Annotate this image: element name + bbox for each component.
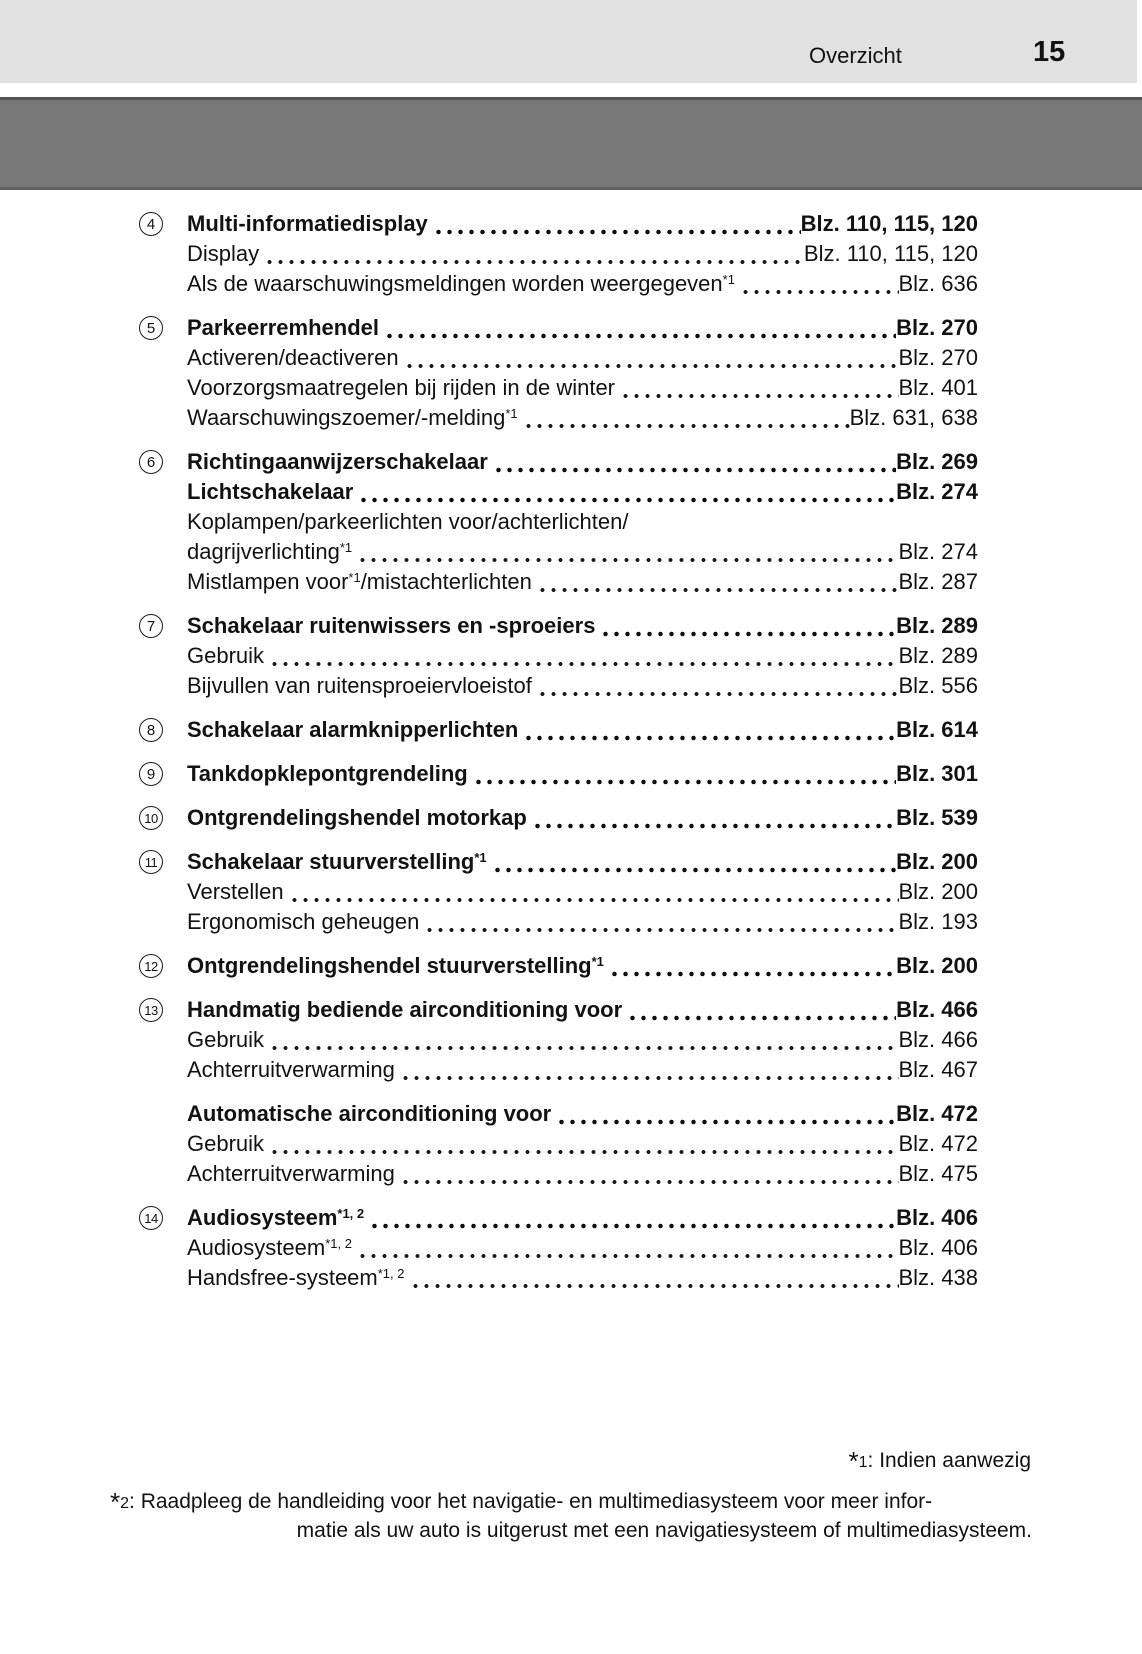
leader-dots (620, 373, 898, 403)
leader-dots (384, 313, 896, 343)
entry-label: Richtingaanwijzerschakelaar (187, 449, 488, 474)
page-header (0, 0, 1137, 83)
footnote-ref: *1 (591, 954, 604, 969)
leader-dots (404, 343, 899, 373)
entry-label: Display (187, 241, 260, 266)
group-entries (187, 995, 978, 1189)
group-entries (187, 951, 978, 981)
page-ref: Blz. 200 (896, 953, 978, 978)
entry-label: Automatische airconditioning voor (187, 1101, 552, 1126)
toc-entry (187, 759, 978, 789)
entry-label: Mistlampen voor$^{*1}$/mistachterlichten (187, 569, 532, 594)
toc-entry (187, 507, 978, 537)
toc-entry (187, 1055, 978, 1085)
entry-label: Gebruik (187, 643, 265, 668)
leader-dots (627, 995, 896, 1025)
entry-label: Gebruik (187, 1027, 265, 1052)
page-ref: Blz. 636 (898, 271, 978, 296)
leader-dots (523, 403, 850, 433)
leader-dots (523, 715, 896, 745)
toc-group (139, 995, 978, 1189)
footnote-ref: *1 (722, 272, 735, 287)
page-ref: Blz. 406 (898, 1235, 978, 1260)
entry-label: Koplampen/parkeerlichten voor/achterlichten/ (187, 509, 629, 534)
toc-entry (187, 1025, 978, 1055)
asterisk-icon: * (110, 1487, 121, 1517)
toc-entry (187, 239, 978, 269)
leader-dots (410, 1263, 899, 1293)
leader-dots (269, 641, 898, 671)
toc-group (139, 611, 978, 701)
toc-entry (187, 951, 978, 981)
group-number-gutter (139, 803, 187, 833)
entry-label: Tankdopklepontgrendeling (187, 761, 468, 786)
circled-number: 8 (139, 718, 163, 742)
entry-label: Waarschuwingszoemer/-melding$^{*1}$ (187, 405, 518, 430)
toc-group (139, 313, 978, 433)
leader-dots (400, 1159, 899, 1189)
page-ref: Blz. 631, 638 (849, 405, 978, 430)
leader-dots (609, 951, 896, 981)
leader-dots (433, 209, 801, 239)
group-entries (187, 803, 978, 833)
toc-entry (187, 995, 978, 1025)
toc-entry (187, 209, 978, 239)
toc-entry (187, 1099, 978, 1129)
entry-label: Activeren/deactiveren (187, 345, 399, 370)
footnote-ref: *1 (474, 850, 487, 865)
page-ref: Blz. 556 (898, 673, 978, 698)
toc-group (139, 447, 978, 597)
page-ref: Blz. 472 (896, 1101, 978, 1126)
footnote-2-text: : Raadpleeg de handleiding voor het navigatie- en multimediasysteem voor meer infor- (129, 1490, 933, 1513)
leader-dots (537, 671, 899, 701)
leader-dots (493, 447, 896, 477)
toc-group (139, 951, 978, 981)
toc-entry (187, 641, 978, 671)
page-ref: Blz. 274 (896, 479, 978, 504)
toc-group (139, 803, 978, 833)
group-entries (187, 759, 978, 789)
toc (139, 209, 978, 1293)
toc-entry (187, 1159, 978, 1189)
toc-group (139, 1203, 978, 1293)
page-ref: Blz. 274 (898, 539, 978, 564)
leader-dots (492, 847, 896, 877)
toc-entry (187, 1233, 978, 1263)
entry-label: Als de waarschuwingsmeldingen worden weergegeven$^{*1}$ (187, 271, 735, 296)
entry-label: Audiosysteem$^{*1, 2}$ (187, 1205, 365, 1230)
page-ref: Blz. 110, 115, 120 (803, 241, 978, 266)
group-number-gutter (139, 847, 187, 937)
group-number-gutter (139, 951, 187, 981)
page-ref: Blz. 200 (898, 879, 978, 904)
group-number-gutter (139, 995, 187, 1189)
footnote-2-marker: *2 (110, 1487, 130, 1517)
page-ref: Blz. 467 (898, 1057, 978, 1082)
toc-entry (187, 373, 978, 403)
footnote-ref: *1, 2 (377, 1266, 405, 1281)
leader-dots (358, 477, 896, 507)
page-ref: Blz. 406 (896, 1205, 978, 1230)
footnote-1 (849, 1446, 1031, 1475)
entry-label: Achterruitverwarming (187, 1057, 395, 1082)
leader-dots (357, 1233, 899, 1263)
toc-entry (187, 1129, 978, 1159)
circled-number: 13 (139, 998, 163, 1022)
entry-label: Ontgrendelingshendel motorkap (187, 805, 527, 830)
circled-number: 9 (139, 762, 163, 786)
circled-number: 12 (139, 954, 163, 978)
entry-label: Parkeerremhendel (187, 315, 379, 340)
circled-number: 11 (139, 850, 163, 874)
leader-dots (532, 803, 896, 833)
entry-label: Ontgrendelingshendel stuurverstelling$^{*1}$ (187, 953, 604, 978)
toc-entry (187, 1263, 978, 1293)
entry-label: Verstellen (187, 879, 284, 904)
section-title: Overzicht (809, 43, 902, 68)
entry-label: Schakelaar ruitenwissers en -sproeiers (187, 613, 596, 638)
entry-label: Ergonomisch geheugen (187, 909, 420, 934)
toc-entry (187, 611, 978, 641)
footnote-ref: *1 (505, 406, 518, 421)
toc-entry (187, 907, 978, 937)
leader-dots (269, 1025, 898, 1055)
group-entries (187, 1203, 978, 1293)
toc-entry (187, 477, 978, 507)
toc-group (139, 759, 978, 789)
page-ref: Blz. 193 (898, 909, 978, 934)
page-ref: Blz. 270 (898, 345, 978, 370)
leader-dots (600, 611, 896, 641)
group-entries (187, 847, 978, 937)
entry-label: Achterruitverwarming (187, 1161, 395, 1186)
entry-label: Gebruik (187, 1131, 265, 1156)
leader-dots (357, 537, 898, 567)
toc-group (139, 715, 978, 745)
group-number-gutter (139, 209, 187, 299)
circled-number: 4 (139, 212, 163, 236)
page-ref: Blz. 301 (896, 761, 978, 786)
page-ref: Blz. 289 (896, 613, 978, 638)
page-ref: Blz. 539 (896, 805, 978, 830)
page-ref: Blz. 289 (898, 643, 978, 668)
page-ref: Blz. 269 (896, 449, 978, 474)
footnote-2 (110, 1487, 1032, 1545)
footnote-ref: *1, 2 (337, 1206, 365, 1221)
toc-entry (187, 447, 978, 477)
entry-label: Schakelaar alarmknipperlichten (187, 717, 519, 742)
toc-entry (187, 403, 978, 433)
page-ref: Blz. 472 (898, 1131, 978, 1156)
toc-entry (187, 803, 978, 833)
leader-dots (269, 1129, 898, 1159)
entry-label: Schakelaar stuurverstelling$^{*1}$ (187, 849, 487, 874)
group-number-gutter (139, 611, 187, 701)
entry-label: Multi-informatiedisplay (187, 211, 428, 236)
toc-entry (187, 313, 978, 343)
footnote-2-line2: matie als uw auto is uitgerust met een navigatiesysteem of multimediasysteem. (296, 1519, 1032, 1542)
toc-entry (187, 715, 978, 745)
footnote-ref: *1 (339, 540, 353, 555)
page-ref: Blz. 401 (898, 375, 978, 400)
leader-dots (740, 269, 899, 299)
divider-band (0, 97, 1142, 190)
group-number-gutter (139, 715, 187, 745)
page-number: 15 (1033, 36, 1066, 68)
toc-entry (187, 1203, 978, 1233)
entry-label: Bijvullen van ruitensproeiervloeistof (187, 673, 532, 698)
circled-number: 7 (139, 614, 163, 638)
leader-dots (473, 759, 896, 789)
footnote-2-line1 (110, 1487, 1032, 1516)
entry-label: Handsfree-systeem$^{*1, 2}$ (187, 1265, 405, 1290)
leader-dots (537, 567, 899, 597)
leader-dots (264, 239, 804, 269)
leader-dots (400, 1055, 899, 1085)
toc-entry (187, 671, 978, 701)
group-entries (187, 209, 978, 299)
toc-entry (187, 567, 978, 597)
page-ref: Blz. 475 (898, 1161, 978, 1186)
circled-number: 14 (139, 1206, 163, 1230)
footnote-1-marker: *1 (848, 1446, 868, 1476)
group-entries (187, 313, 978, 433)
group-number-gutter (139, 313, 187, 433)
entry-label: Handmatig bediende airconditioning voor (187, 997, 623, 1022)
page-ref: Blz. 614 (896, 717, 978, 742)
page-ref: Blz. 200 (896, 849, 978, 874)
footnote-1-text: : Indien aanwezig (867, 1449, 1031, 1472)
group-entries (187, 447, 978, 597)
page-ref: Blz. 438 (898, 1265, 978, 1290)
page-ref: Blz. 287 (898, 569, 978, 594)
group-number-gutter (139, 1203, 187, 1293)
page-ref: Blz. 270 (896, 315, 978, 340)
entry-label: Voorzorgsmaatregelen bij rijden in de winter (187, 375, 616, 400)
toc-entry (187, 537, 978, 567)
entry-label: Audiosysteem$^{*1, 2}$ (187, 1235, 352, 1260)
toc-entry (187, 343, 978, 373)
footnote-ref: *1, 2 (325, 1236, 352, 1251)
toc-entry (187, 877, 978, 907)
page-ref: Blz. 110, 115, 120 (800, 211, 978, 236)
asterisk-icon: * (848, 1446, 859, 1476)
group-number-gutter (139, 447, 187, 597)
circled-number: 6 (139, 450, 163, 474)
leader-dots (424, 907, 898, 937)
page-ref: Blz. 466 (898, 1027, 978, 1052)
group-entries (187, 715, 978, 745)
toc-group (139, 209, 978, 299)
group-number-gutter (139, 759, 187, 789)
toc-entry (187, 269, 978, 299)
page-ref: Blz. 466 (896, 997, 978, 1022)
leader-dots (556, 1099, 896, 1129)
entry-label: Lichtschakelaar (187, 479, 354, 504)
footnote-ref: *1 (348, 570, 361, 585)
circled-number: 5 (139, 316, 163, 340)
leader-dots (369, 1203, 896, 1233)
toc-group (139, 847, 978, 937)
circled-number: 10 (139, 806, 163, 830)
leader-dots (289, 877, 899, 907)
group-entries (187, 611, 978, 701)
entry-label: dagrijverlichting$^{*1}$ (187, 539, 353, 564)
toc-entry (187, 847, 978, 877)
